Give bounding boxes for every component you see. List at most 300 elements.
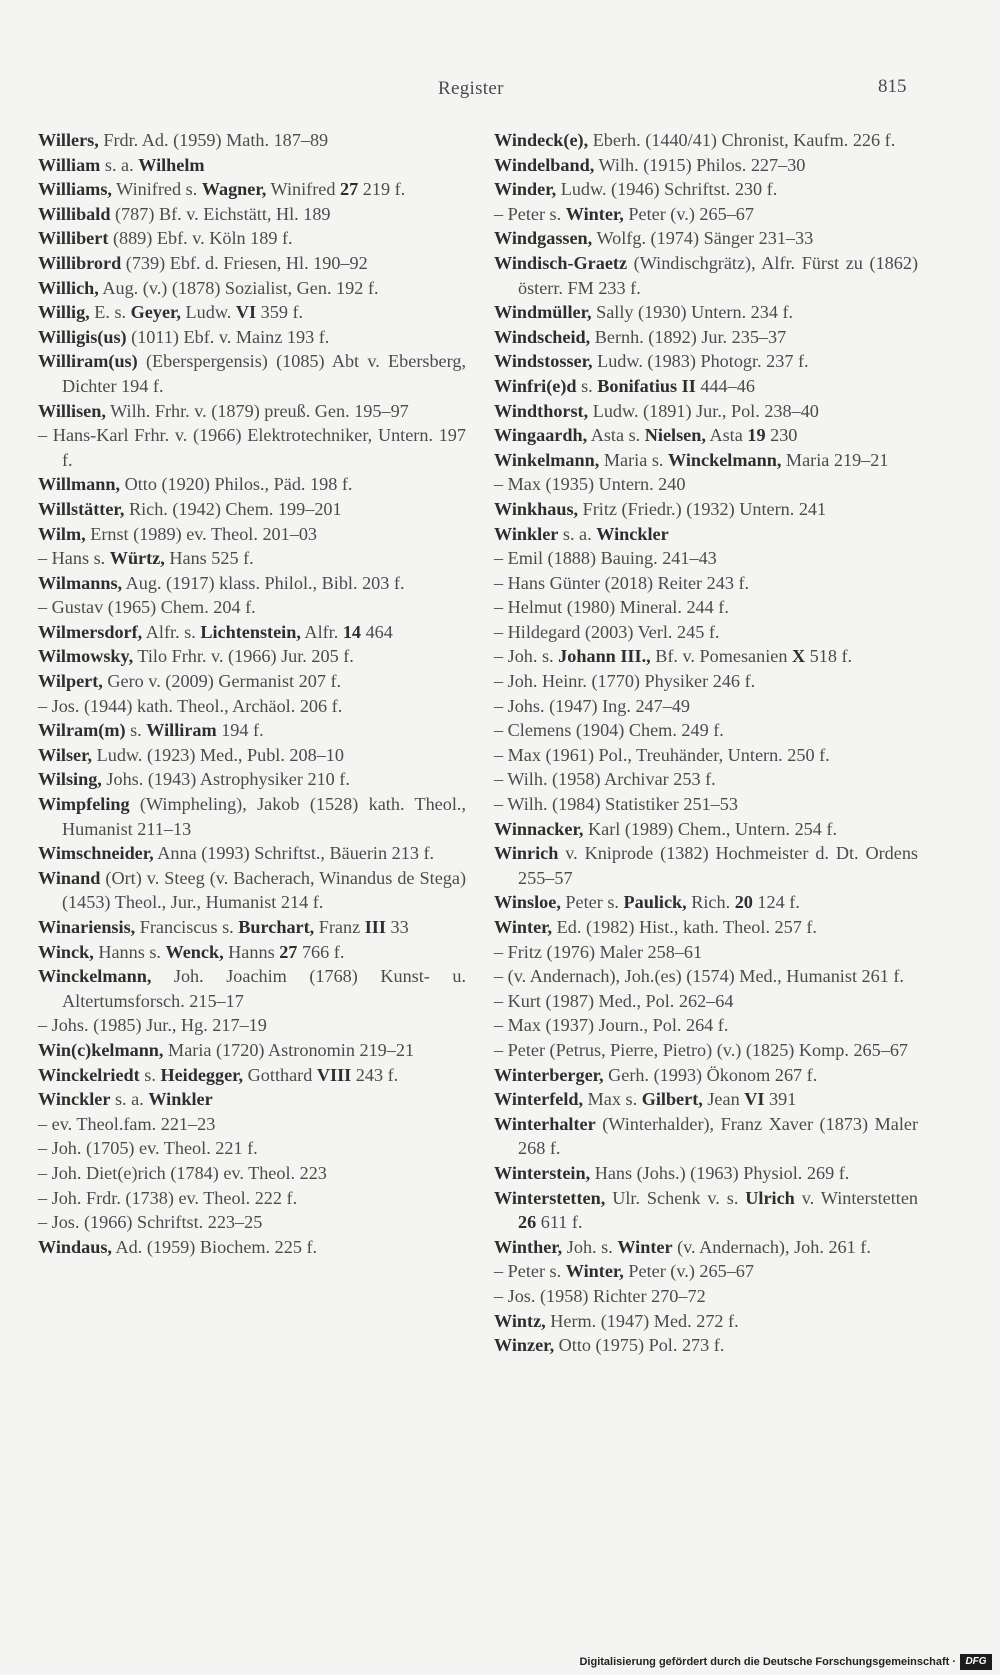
register-entry: [38, 546, 466, 571]
entry-headword: Winck,: [38, 941, 94, 962]
entry-headword: Würtz,: [109, 548, 165, 569]
entry-headword: Windeck(e),: [494, 130, 589, 150]
register-entry: [38, 325, 466, 350]
entry-text: Herm. (1947) Med. 272 f.: [545, 1310, 739, 1331]
register-entry: [38, 1136, 466, 1161]
entry-text: Aug. (1917) klass. Philol., Bibl. 203 f.: [122, 572, 405, 593]
entry-text: Wolfg. (1974) Sänger 231–33: [592, 228, 814, 249]
register-entry: [38, 792, 466, 841]
entry-headword: Lichtenstein,: [200, 621, 301, 642]
entry-headword: Wilmersdorf,: [38, 621, 143, 642]
register-entry: [38, 620, 466, 645]
entry-text: Ad. (1959) Biochem. 225 f.: [111, 1236, 318, 1257]
entry-headword: Johann III.,: [558, 646, 651, 667]
register-entry: [494, 817, 918, 842]
entry-text: Ludw. (1891) Jur., Pol. 238–40: [588, 400, 819, 421]
register-entry: [38, 1087, 466, 1112]
entry-text: Gotthard: [243, 1064, 317, 1085]
entry-text: Gero v. (2009) Germanist 207 f.: [102, 671, 342, 692]
entry-headword: Winter: [617, 1236, 673, 1257]
register-entry: [38, 841, 466, 866]
entry-text: 33: [385, 917, 409, 937]
entry-headword: Winterstetten,: [494, 1187, 606, 1208]
entry-text: – Wilh. (1984) Statistiker 251–53: [494, 794, 738, 815]
entry-text: – Helmut (1980) Mineral. 244 f.: [494, 597, 729, 618]
digitization-credit: Digitalisierung gefördert durch die Deutsche Forschungsgemeinschaft ·: [579, 1656, 956, 1668]
entry-text: Anna (1993) Schriftst., Bäuerin 213 f.: [153, 843, 435, 864]
entry-text: Wilh. Frhr. v. (1879) preuß. Gen. 195–97: [105, 400, 409, 421]
entry-text: – Peter s.: [494, 1261, 566, 1282]
register-entry: [494, 1087, 918, 1112]
register-entry: [38, 276, 466, 301]
entry-headword: VIII: [316, 1064, 352, 1085]
entry-text: v. Kniprode (1382) Hochmeister d. Dt. Ordens 255–57: [518, 843, 918, 888]
entry-text: Ludw. (1923) Med., Publ. 208–10: [92, 744, 344, 765]
register-entry: [494, 1038, 918, 1063]
entry-headword: Winkelmann,: [494, 449, 600, 470]
entry-headword: Willig,: [38, 302, 90, 323]
entry-headword: William: [38, 154, 101, 175]
entry-text: Hans (Johs.) (1963) Physiol. 269 f.: [590, 1162, 850, 1183]
register-entry: [494, 694, 918, 719]
register-entry: [494, 571, 918, 596]
entry-text: 243 f.: [351, 1064, 399, 1085]
entry-text: Ulr. Schenk v. s.: [605, 1187, 746, 1208]
entry-text: 444–46: [695, 375, 755, 396]
entry-text: (Windischgrätz), Alfr. Fürst zu (1862) österr. FM 233 f.: [518, 252, 918, 298]
register-entry: [38, 1038, 466, 1063]
entry-headword: Willers,: [38, 130, 99, 150]
register-entry: [494, 448, 918, 473]
register-entry: [494, 349, 918, 374]
register-entry: [494, 940, 918, 965]
entry-text: – Hildegard (2003) Verl. 245 f.: [494, 621, 720, 642]
entry-text: Otto (1920) Philos., Päd. 198 f.: [120, 474, 353, 495]
entry-headword: Wilhelm: [138, 154, 205, 175]
entry-text: 391: [764, 1089, 797, 1110]
entry-headword: 27: [340, 179, 359, 200]
entry-text: – Max (1937) Journ., Pol. 264 f.: [494, 1015, 729, 1036]
entry-text: Asta s.: [587, 425, 645, 446]
entry-text: – Jos. (1966) Schriftst. 223–25: [38, 1212, 263, 1233]
register-entry: [494, 595, 918, 620]
entry-text: Wilh. (1915) Philos. 227–30: [594, 154, 806, 175]
entry-headword: Williams,: [38, 179, 112, 200]
entry-text: (787) Bf. v. Eichstätt, Hl. 189: [110, 203, 331, 224]
dfg-logo: DFG: [960, 1654, 992, 1670]
register-entry: [494, 546, 918, 571]
entry-headword: Winter,: [565, 1261, 624, 1282]
entry-text: 359 f.: [256, 302, 304, 323]
entry-text: (1011) Ebf. v. Mainz 193 f.: [126, 326, 330, 347]
entry-text: Winifred: [266, 179, 341, 200]
entry-headword: Willich,: [38, 277, 99, 298]
entry-headword: Geyer,: [130, 302, 181, 323]
entry-text: 194 f.: [216, 720, 264, 741]
entry-headword: Winder,: [494, 179, 557, 200]
entry-text: – Kurt (1987) Med., Pol. 262–64: [494, 990, 734, 1011]
entry-text: Hanns s.: [93, 941, 166, 962]
register-entry: [38, 964, 466, 1013]
entry-headword: 26: [518, 1212, 537, 1233]
register-entry: [38, 399, 466, 424]
register-entry: [38, 1063, 466, 1088]
entry-headword: Wagner,: [201, 179, 267, 200]
entry-text: Franz: [314, 917, 365, 937]
entry-headword: X: [791, 646, 806, 667]
entry-text: Winifred s.: [111, 179, 202, 200]
entry-text: – Clemens (1904) Chem. 249 f.: [494, 720, 724, 741]
entry-text: – Jos. (1944) kath. Theol., Archäol. 206 f.: [38, 695, 343, 716]
entry-text: (v. Andernach), Joh. 261 f.: [672, 1236, 871, 1257]
register-entry: [38, 1210, 466, 1235]
entry-headword: Williram(us): [38, 351, 138, 372]
entry-text: Hans 525 f.: [164, 548, 254, 569]
entry-text: 219 f.: [358, 179, 406, 200]
entry-headword: Wilram(m): [38, 720, 126, 741]
register-entry: [494, 1112, 918, 1161]
register-entry: [494, 890, 918, 915]
register-entry: [38, 669, 466, 694]
entry-headword: 19: [747, 425, 766, 446]
entry-text: Otto (1975) Pol. 273 f.: [554, 1335, 725, 1356]
entry-headword: VI: [744, 1089, 765, 1110]
entry-headword: Winterstein,: [494, 1162, 591, 1183]
entry-text: Alfr. s.: [142, 621, 201, 642]
entry-headword: Willibrord: [38, 252, 122, 273]
entry-text: Ludw. (1946) Schriftst. 230 f.: [556, 179, 778, 200]
entry-headword: Wilm,: [38, 523, 86, 544]
entry-text: – Wilh. (1958) Archivar 253 f.: [494, 769, 716, 790]
entry-text: – ev. Theol.fam. 221–23: [38, 1113, 216, 1134]
entry-text: Ludw. (1983) Photogr. 237 f.: [592, 351, 809, 372]
entry-text: – Joh. s.: [494, 646, 559, 667]
running-title: Register: [438, 78, 504, 99]
entry-headword: 14: [342, 621, 362, 642]
entry-headword: Willigis(us): [38, 326, 127, 347]
register-entry: [38, 595, 466, 620]
entry-headword: Winther,: [494, 1236, 563, 1257]
register-entry: [38, 1161, 466, 1186]
register-entry: [494, 300, 918, 325]
entry-headword: Windisch-Graetz: [494, 252, 628, 273]
entry-headword: 20: [734, 892, 753, 913]
register-entry: [38, 472, 466, 497]
entry-text: Joh. Joachim (1768) Kunst- u. Altertumsforsch. 215–17: [62, 966, 466, 1011]
register-entry: [38, 644, 466, 669]
register-entry: [38, 251, 466, 276]
entry-text: s.: [139, 1064, 161, 1085]
entry-headword: Winkler: [494, 523, 559, 544]
entry-headword: Wimschneider,: [38, 843, 154, 864]
entry-headword: Wilpert,: [38, 671, 103, 692]
entry-headword: Heidegger,: [160, 1064, 244, 1085]
entry-headword: Wilsing,: [38, 769, 102, 790]
entry-headword: Winnacker,: [494, 818, 584, 839]
register-entry: [38, 718, 466, 743]
entry-text: Aug. (v.) (1878) Sozialist, Gen. 192 f.: [98, 277, 379, 298]
register-entry: [494, 644, 918, 669]
register-entry: [38, 153, 466, 178]
entry-headword: Willstätter,: [38, 498, 125, 519]
entry-text: – Johs. (1947) Ing. 247–49: [494, 695, 691, 716]
entry-headword: Winckler: [38, 1089, 111, 1110]
entry-text: Peter (v.) 265–67: [623, 1261, 754, 1282]
entry-text: s.: [125, 720, 147, 741]
entry-text: – Fritz (1976) Maler 258–61: [494, 941, 703, 962]
register-entry: [494, 620, 918, 645]
entry-headword: Winckelmann,: [668, 449, 782, 470]
entry-text: (Ort) v. Steeg (v. Bacherach, Winandus de Stega) (1453) Theol., Jur., Humanist 214 f.: [62, 867, 466, 913]
register-entry: [494, 1259, 918, 1284]
entry-headword: Paulick,: [623, 892, 687, 913]
entry-headword: Willibert: [38, 228, 109, 249]
entry-headword: VI: [235, 302, 257, 323]
entry-headword: Willmann,: [38, 474, 121, 495]
entry-text: 518 f.: [805, 646, 853, 667]
entry-text: – Max (1935) Untern. 240: [494, 474, 686, 495]
page-footer: [0, 1652, 1000, 1675]
entry-text: – Hans s.: [38, 548, 110, 569]
register-entry: [38, 915, 466, 940]
register-entry: [38, 423, 466, 472]
entry-headword: Williram: [146, 720, 217, 741]
entry-headword: Winand: [38, 867, 101, 888]
entry-headword: Winckelmann,: [38, 966, 152, 987]
register-entry: [494, 177, 918, 202]
entry-headword: III: [364, 917, 386, 937]
register-entry: [38, 866, 466, 915]
register-entry: [38, 128, 466, 153]
register-entry: [38, 497, 466, 522]
register-entry: [38, 1013, 466, 1038]
entry-headword: Windelband,: [494, 154, 595, 175]
entry-headword: Burchart,: [238, 917, 315, 937]
entry-headword: Windstosser,: [494, 351, 593, 372]
entry-text: Johs. (1943) Astrophysiker 210 f.: [101, 769, 350, 790]
entry-text: Fritz (Friedr.) (1932) Untern. 241: [578, 498, 827, 519]
entry-text: Gerh. (1993) Ökonom 267 f.: [603, 1064, 818, 1085]
entry-text: Bf. v. Pomesanien: [650, 646, 792, 667]
entry-text: s. a.: [558, 523, 597, 544]
entry-headword: Win(c)kelmann,: [38, 1039, 164, 1060]
entry-text: – Hans Günter (2018) Reiter 243 f.: [494, 572, 750, 593]
entry-text: (Eberspergensis) (1085) Abt v. Ebersberg, Dichter 194 f.: [62, 351, 466, 396]
register-entry: [494, 325, 918, 350]
entry-headword: Willisen,: [38, 400, 106, 421]
entry-headword: Windmüller,: [494, 302, 592, 323]
register-entry: [38, 349, 466, 398]
entry-text: Maria 219–21: [781, 449, 889, 470]
entry-text: 766 f.: [297, 941, 345, 962]
register-entry: [38, 694, 466, 719]
entry-text: – Jos. (1958) Richter 270–72: [494, 1285, 706, 1306]
page-header: [0, 78, 1000, 108]
entry-text: Max s.: [583, 1089, 642, 1110]
register-entry: [38, 202, 466, 227]
entry-text: Maria (1720) Astronomin 219–21: [163, 1039, 415, 1060]
register-entry: [494, 669, 918, 694]
entry-text: v. Winterstetten: [794, 1187, 918, 1208]
register-entry: [494, 767, 918, 792]
register-entry: [38, 1186, 466, 1211]
entry-text: 124 f.: [752, 892, 800, 913]
entry-text: Alfr.: [300, 621, 343, 642]
register-entry: [494, 1186, 918, 1235]
entry-text: – Johs. (1985) Jur., Hg. 217–19: [38, 1015, 267, 1036]
entry-headword: Winsloe,: [494, 892, 561, 913]
entry-text: (Winterhalder), Franz Xaver (1873) Maler 268 f.: [518, 1113, 918, 1159]
register-entry: [38, 1235, 466, 1260]
entry-text: Hanns: [223, 941, 280, 962]
entry-text: Tilo Frhr. v. (1966) Jur. 205 f.: [133, 646, 354, 667]
entry-headword: Nielsen,: [644, 425, 706, 446]
entry-text: – Joh. Heinr. (1770) Physiker 246 f.: [494, 671, 756, 692]
register-entry: [38, 300, 466, 325]
register-entry: [38, 1112, 466, 1137]
register-entry: [494, 989, 918, 1014]
register-entry: [494, 202, 918, 227]
register-entry: [494, 718, 918, 743]
entry-headword: Winkler: [148, 1089, 213, 1110]
entry-headword: Winckler: [596, 523, 669, 544]
entry-text: – Max (1961) Pol., Treuhänder, Untern. 250 f.: [494, 744, 830, 765]
register-column-left: [38, 128, 466, 1259]
entry-text: (889) Ebf. v. Köln 189 f.: [108, 228, 293, 249]
entry-headword: Winkhaus,: [494, 498, 579, 519]
entry-text: Karl (1989) Chem., Untern. 254 f.: [583, 818, 838, 839]
entry-text: – Joh. (1705) ev. Theol. 221 f.: [38, 1138, 258, 1159]
entry-text: – Peter s.: [494, 203, 566, 224]
entry-text: Eberh. (1440/41) Chronist, Kaufm. 226 f.: [588, 130, 896, 150]
register-entry: [494, 374, 918, 399]
entry-headword: Windgassen,: [494, 228, 593, 249]
entry-text: Ed. (1982) Hist., kath. Theol. 257 f.: [552, 917, 817, 937]
entry-headword: Wingaardh,: [494, 425, 588, 446]
entry-headword: Wimpfeling: [38, 794, 130, 815]
entry-text: Bernh. (1892) Jur. 235–37: [590, 326, 787, 347]
entry-text: Peter s.: [560, 892, 624, 913]
register-entry: [494, 1284, 918, 1309]
entry-text: E. s.: [89, 302, 131, 323]
entry-headword: Windaus,: [38, 1236, 112, 1257]
register-entry: [38, 571, 466, 596]
entry-text: Ernst (1989) ev. Theol. 201–03: [85, 523, 318, 544]
register-entry: [494, 226, 918, 251]
register-entry: [494, 423, 918, 448]
register-entry: [494, 1013, 918, 1038]
register-entry: [494, 497, 918, 522]
entry-headword: Wilser,: [38, 744, 93, 765]
entry-headword: Winfri(e)d: [494, 375, 577, 396]
entry-text: – Gustav (1965) Chem. 204 f.: [38, 597, 256, 618]
register-entry: [494, 792, 918, 817]
entry-headword: Windscheid,: [494, 326, 591, 347]
entry-text: s.: [576, 375, 598, 396]
entry-text: Frdr. Ad. (1959) Math. 187–89: [98, 130, 329, 150]
entry-text: Jean: [702, 1089, 745, 1110]
register-entry: [494, 153, 918, 178]
register-entry: [38, 522, 466, 547]
register-entry: [494, 964, 918, 989]
entry-text: Rich.: [686, 892, 735, 913]
register-entry: [38, 767, 466, 792]
entry-headword: Winter,: [494, 917, 553, 937]
entry-headword: Winckelriedt: [38, 1064, 140, 1085]
register-entry: [38, 940, 466, 965]
register-entry: [38, 177, 466, 202]
register-entry: [494, 915, 918, 940]
entry-headword: Wilmowsky,: [38, 646, 134, 667]
entry-text: Maria s.: [599, 449, 668, 470]
entry-text: – Joh. Diet(e)rich (1784) ev. Theol. 223: [38, 1162, 327, 1183]
entry-text: – (v. Andernach), Joh.(es) (1574) Med., Humanist 261 f.: [494, 966, 904, 987]
entry-text: Franciscus s.: [135, 917, 239, 937]
register-entry: [494, 1161, 918, 1186]
entry-headword: Windthorst,: [494, 400, 589, 421]
entry-text: Peter (v.) 265–67: [623, 203, 754, 224]
entry-headword: Winterberger,: [494, 1064, 604, 1085]
entry-headword: Gilbert,: [641, 1089, 703, 1110]
page-number: 815: [878, 76, 907, 97]
entry-headword: Winzer,: [494, 1335, 555, 1356]
entry-headword: Ulrich: [745, 1187, 795, 1208]
entry-headword: Winariensis,: [38, 917, 136, 937]
register-entry: [494, 472, 918, 497]
entry-headword: Winterfeld,: [494, 1089, 584, 1110]
entry-headword: Bonifatius II: [597, 375, 696, 396]
register-entry: [494, 1235, 918, 1260]
entry-text: Ludw.: [180, 302, 236, 323]
entry-headword: Wintz,: [494, 1310, 546, 1331]
entry-text: Asta: [705, 425, 748, 446]
entry-text: – Hans-Karl Frhr. v. (1966) Elektrotechniker, Untern. 197 f.: [38, 425, 466, 470]
entry-text: Joh. s.: [562, 1236, 618, 1257]
entry-text: 464: [361, 621, 393, 642]
entry-headword: Winterhalter: [494, 1113, 596, 1134]
entry-headword: Winter,: [565, 203, 624, 224]
register-column-right: [494, 128, 918, 1358]
entry-headword: Winrich: [494, 843, 559, 864]
entry-text: 611 f.: [536, 1212, 583, 1233]
entry-text: s. a.: [100, 154, 139, 175]
register-entry: [38, 226, 466, 251]
register-entry: [494, 251, 918, 300]
entry-text: (Wimpheling), Jakob (1528) kath. Theol., Humanist 211–13: [62, 794, 466, 839]
register-entry: [494, 743, 918, 768]
entry-text: (739) Ebf. d. Friesen, Hl. 190–92: [121, 252, 368, 273]
register-entry: [494, 1333, 918, 1358]
register-entry: [38, 743, 466, 768]
entry-text: – Emil (1888) Bauing. 241–43: [494, 548, 717, 569]
register-entry: [494, 128, 918, 153]
entry-headword: 27: [279, 941, 298, 962]
register-entry: [494, 522, 918, 547]
entry-headword: Willibald: [38, 203, 111, 224]
entry-text: Rich. (1942) Chem. 199–201: [124, 498, 342, 519]
register-entry: [494, 1309, 918, 1334]
entry-text: Sally (1930) Untern. 234 f.: [591, 302, 794, 323]
entry-text: – Peter (Petrus, Pierre, Pietro) (v.) (1825) Komp. 265–67: [494, 1039, 909, 1060]
entry-headword: Wenck,: [165, 941, 224, 962]
entry-text: – Joh. Frdr. (1738) ev. Theol. 222 f.: [38, 1187, 298, 1208]
entry-headword: Wilmanns,: [38, 572, 123, 593]
register-entry: [494, 1063, 918, 1088]
register-entry: [494, 399, 918, 424]
entry-text: s. a.: [110, 1089, 149, 1110]
register-entry: [494, 841, 918, 890]
entry-text: 230: [765, 425, 798, 446]
